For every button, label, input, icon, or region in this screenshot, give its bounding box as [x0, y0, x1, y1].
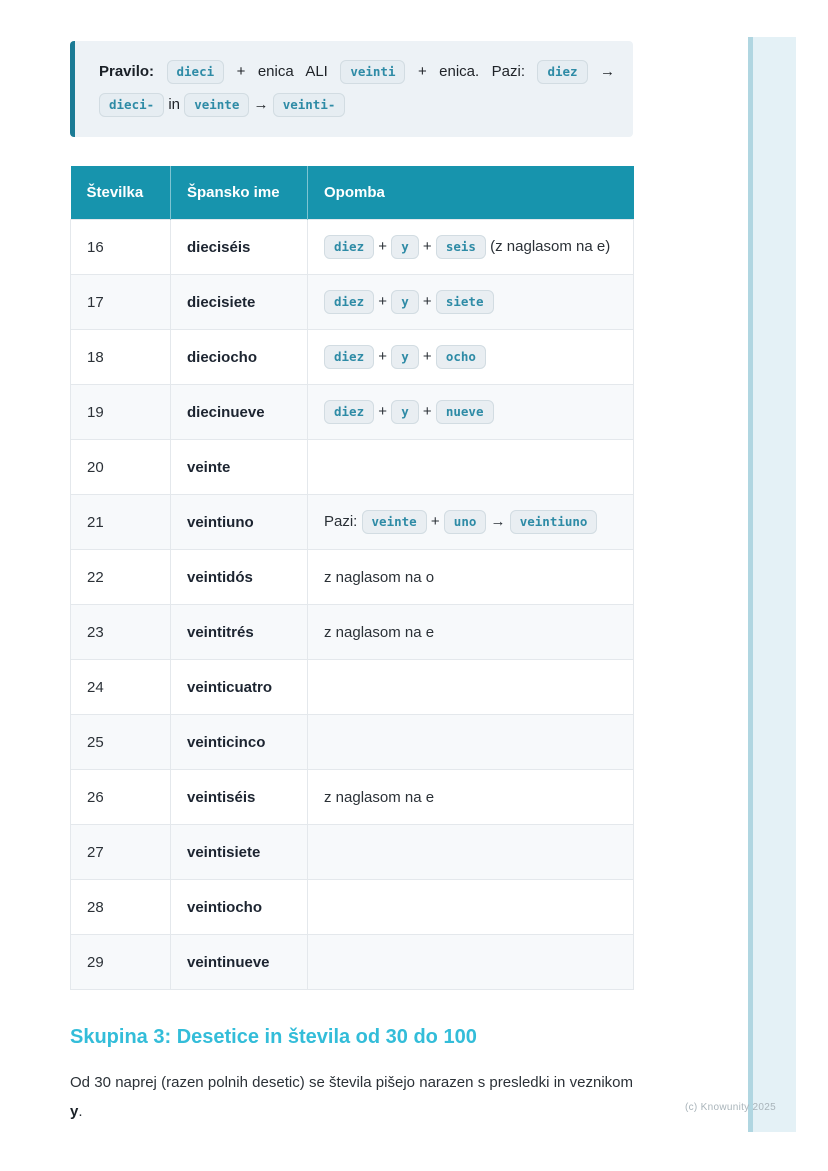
spanish-name-cell: veintiuno	[171, 495, 308, 550]
code-chip: veinti	[340, 60, 405, 84]
text-run: + enica ALI	[236, 63, 328, 80]
text-run: →	[253, 96, 269, 113]
note-cell	[308, 220, 634, 275]
table-row	[71, 220, 634, 275]
paragraph-text: Od 30 naprej (razen polnih desetic) se števila pišejo narazen s presledki in veznikom	[70, 1074, 633, 1091]
text-run: (z naglasom na e)	[490, 237, 611, 255]
number-cell: 20	[71, 440, 171, 495]
number-cell: 17	[71, 275, 171, 330]
header-note: Opomba	[308, 166, 634, 220]
table-row	[71, 385, 634, 440]
section-heading: Skupina 3: Desetice in števila od 30 do 100	[70, 1026, 477, 1048]
spanish-name-cell: dieciocho	[171, 330, 308, 385]
number-cell: 18	[71, 330, 171, 385]
rule-callout	[70, 41, 633, 137]
text-run: +	[430, 512, 440, 530]
code-chip: y	[391, 400, 419, 424]
number-cell: 29	[71, 935, 171, 990]
callout-line-2	[99, 88, 615, 121]
table-row	[71, 825, 634, 880]
number-cell: 24	[71, 660, 171, 715]
note-cell	[308, 770, 634, 825]
code-chip: diez	[324, 290, 374, 314]
code-chip: veinte	[184, 93, 249, 117]
code-chip: y	[391, 235, 419, 259]
highlight-side-bar	[748, 37, 796, 1132]
code-chip: nueve	[436, 400, 494, 424]
numbers-table-body	[71, 220, 634, 990]
spanish-name-cell: dieciséis	[171, 220, 308, 275]
spanish-name-cell: veintitrés	[171, 605, 308, 660]
watermark: (c) Knowunity 2025	[685, 1102, 777, 1113]
code-chip: veinte	[362, 510, 427, 534]
text-run: +	[378, 237, 388, 255]
table-row	[71, 770, 634, 825]
table-row	[71, 330, 634, 385]
code-chip: seis	[436, 235, 486, 259]
number-cell: 16	[71, 220, 171, 275]
text-run: +	[422, 292, 432, 310]
number-cell: 26	[71, 770, 171, 825]
spanish-name-cell: veintisiete	[171, 825, 308, 880]
header-spanish-name: Špansko ime	[171, 166, 308, 220]
numbers-table	[70, 166, 634, 990]
number-cell: 25	[71, 715, 171, 770]
table-row	[71, 495, 634, 550]
code-chip: dieci	[167, 60, 225, 84]
note-cell	[308, 880, 634, 935]
text-run: z naglasom na e	[324, 788, 435, 806]
table-row	[71, 440, 634, 495]
code-chip: diez	[537, 60, 587, 84]
text-run: +	[378, 347, 388, 365]
code-chip: y	[391, 290, 419, 314]
note-cell	[308, 275, 634, 330]
table-header	[71, 166, 634, 220]
paragraph-period: .	[78, 1103, 83, 1120]
code-chip: veinti-	[273, 93, 346, 117]
code-chip: y	[391, 345, 419, 369]
note-cell	[308, 935, 634, 990]
spanish-name-cell: diecinueve	[171, 385, 308, 440]
code-chip: dieci-	[99, 93, 164, 117]
text-run: +	[422, 402, 432, 420]
note-cell	[308, 385, 634, 440]
table-row	[71, 935, 634, 990]
text-run: →	[490, 512, 506, 530]
text-run: Pravilo:	[99, 63, 155, 80]
note-cell	[308, 330, 634, 385]
section-paragraph	[70, 1068, 633, 1126]
table-row	[71, 605, 634, 660]
callout-line-1	[99, 55, 615, 88]
spanish-name-cell: veintinueve	[171, 935, 308, 990]
number-cell: 21	[71, 495, 171, 550]
number-cell: 19	[71, 385, 171, 440]
table-row	[71, 275, 634, 330]
code-chip: diez	[324, 345, 374, 369]
spanish-name-cell: veinticinco	[171, 715, 308, 770]
spanish-name-cell: diecisiete	[171, 275, 308, 330]
note-cell	[308, 550, 634, 605]
table-row	[71, 715, 634, 770]
number-cell: 27	[71, 825, 171, 880]
text-run: +	[422, 237, 432, 255]
number-cell: 28	[71, 880, 171, 935]
text-run: + enica. Pazi:	[417, 63, 525, 80]
table-row	[71, 550, 634, 605]
note-cell	[308, 715, 634, 770]
note-cell	[308, 495, 634, 550]
table-row	[71, 880, 634, 935]
text-run: +	[422, 347, 432, 365]
number-cell: 23	[71, 605, 171, 660]
table-row	[71, 660, 634, 715]
spanish-name-cell: veintiocho	[171, 880, 308, 935]
spanish-name-cell: veinticuatro	[171, 660, 308, 715]
text-run: Pazi:	[324, 512, 358, 530]
note-cell	[308, 825, 634, 880]
spanish-name-cell: veintidós	[171, 550, 308, 605]
spanish-name-cell: veintiséis	[171, 770, 308, 825]
text-run: z naglasom na o	[324, 568, 435, 586]
spanish-name-cell: veinte	[171, 440, 308, 495]
note-cell	[308, 440, 634, 495]
text-run: in	[168, 96, 181, 113]
code-chip: veintiuno	[510, 510, 598, 534]
header-number: Številka	[71, 166, 171, 220]
document-page	[70, 0, 633, 1141]
text-run: +	[378, 292, 388, 310]
note-cell	[308, 605, 634, 660]
text-run: →	[600, 63, 616, 80]
note-cell	[308, 660, 634, 715]
paragraph-bold-y: y	[70, 1103, 79, 1120]
code-chip: diez	[324, 400, 374, 424]
code-chip: diez	[324, 235, 374, 259]
text-run: +	[378, 402, 388, 420]
code-chip: siete	[436, 290, 494, 314]
table-header-row	[71, 166, 634, 220]
code-chip: uno	[444, 510, 487, 534]
code-chip: ocho	[436, 345, 486, 369]
text-run: z naglasom na e	[324, 623, 435, 641]
number-cell: 22	[71, 550, 171, 605]
